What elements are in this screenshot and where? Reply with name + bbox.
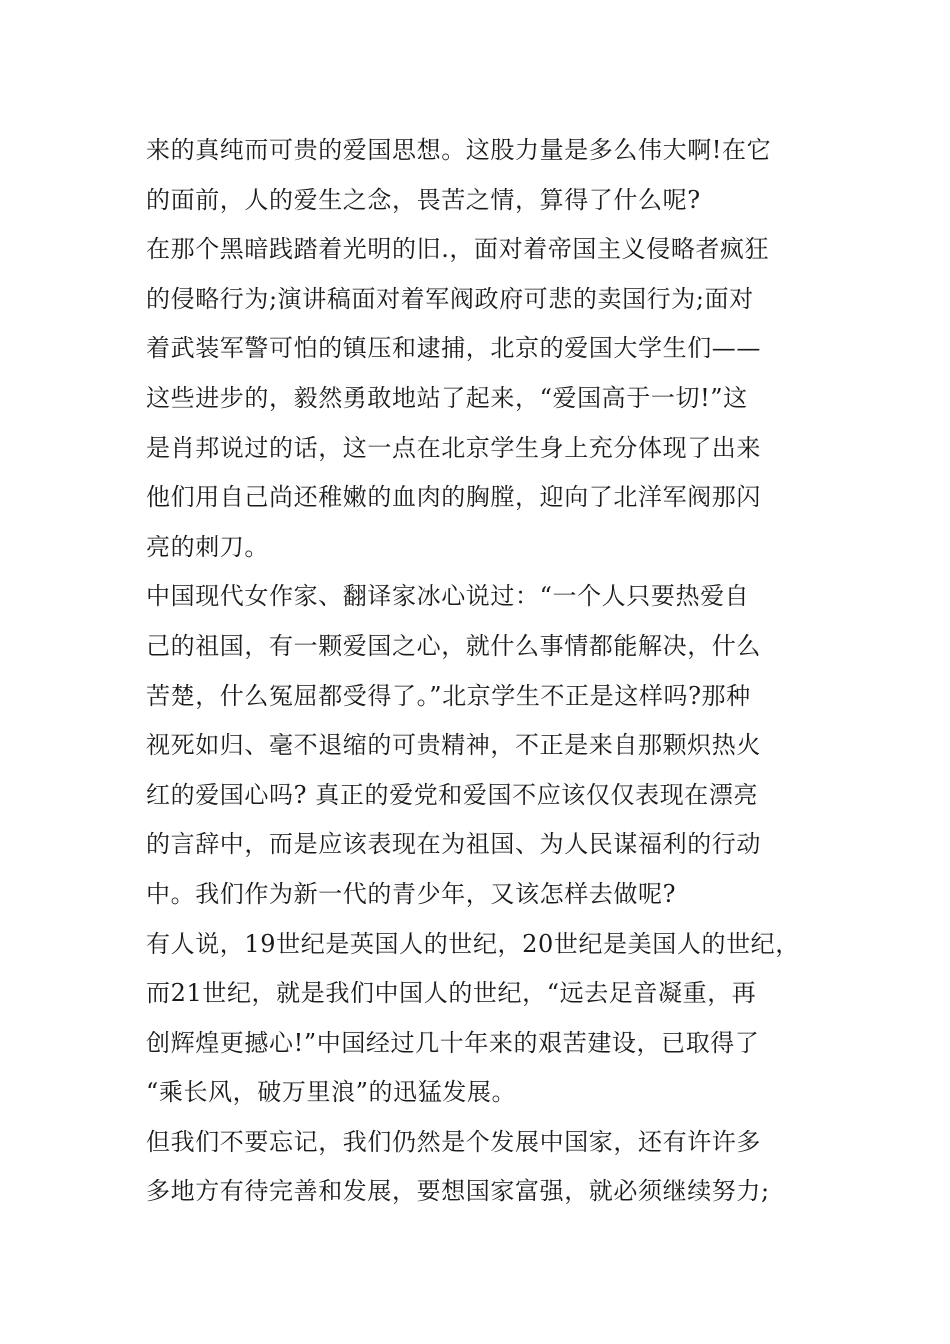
text-line: 红的爱国心吗? 真正的爱党和爱国不应该仅仅表现在漂亮: [146, 780, 759, 809]
text-line: 在那个黑暗践踏着光明的旧.，面对着帝国主义侵略者疯狂: [146, 235, 770, 264]
text-line: 是肖邦说过的话，这一点在北京学生身上充分体现了出来: [146, 433, 761, 462]
text-line: 来的真纯而可贵的爱国思想。这股力量是多么伟大啊!在它: [146, 136, 772, 164]
text-line: 的言辞中，而是应该表现在为祖国、为人民谋福利的行动: [146, 830, 761, 859]
text-line: 但我们不要忘记，我们仍然是个发展中国家，还有许许多: [146, 1127, 761, 1156]
text-line: 的侵略行为;演讲稿面对着军阀政府可悲的卖国行为;面对: [146, 284, 754, 313]
text-line: 他们用自己尚还稚嫩的血肉的胸膛，迎向了北洋军阀那闪: [146, 483, 761, 512]
text-line: 有人说，19世纪是英国人的世纪，20世纪是美国人的世纪，: [146, 929, 800, 958]
text-line: 己的祖国，有一颗爱国之心，就什么事情都能解决，什么: [146, 631, 761, 660]
text-line: 苦楚，什么冤屈都受得了。”北京学生不正是这样吗?那种: [146, 681, 751, 710]
text-line: 中国现代女作家、翻译家冰心说过：“一个人只要热爱自: [146, 582, 750, 611]
text-line: 亮的刺刀。: [146, 532, 269, 561]
text-line: 着武装军警可怕的镇压和逮捕，北京的爱国大学生们——: [146, 334, 761, 363]
text-line: 中。我们作为新一代的青少年，又该怎样去做呢?: [146, 879, 677, 908]
text-line: “乘长风，破万里浪”的迅猛发展。: [146, 1078, 517, 1107]
text-line: 这些进步的，毅然勇敢地站了起来，“爱国高于一切!”这: [146, 383, 748, 412]
text-line: 而21世纪，就是我们中国人的世纪，“远去足音凝重，再: [146, 979, 757, 1008]
body-text: [146, 126, 826, 1217]
text-line: 创辉煌更撼心!”中国经过几十年来的艰苦建设，已取得了: [146, 1028, 760, 1057]
text-line: 多地方有待完善和发展，要想国家富强，就必须继续努力;: [146, 1177, 770, 1206]
text-line: 视死如归、毫不退缩的可贵精神，不正是来自那颗炽热火: [146, 731, 761, 760]
text-line: 的面前，人的爱生之念，畏苦之情，算得了什么呢?: [146, 185, 701, 214]
